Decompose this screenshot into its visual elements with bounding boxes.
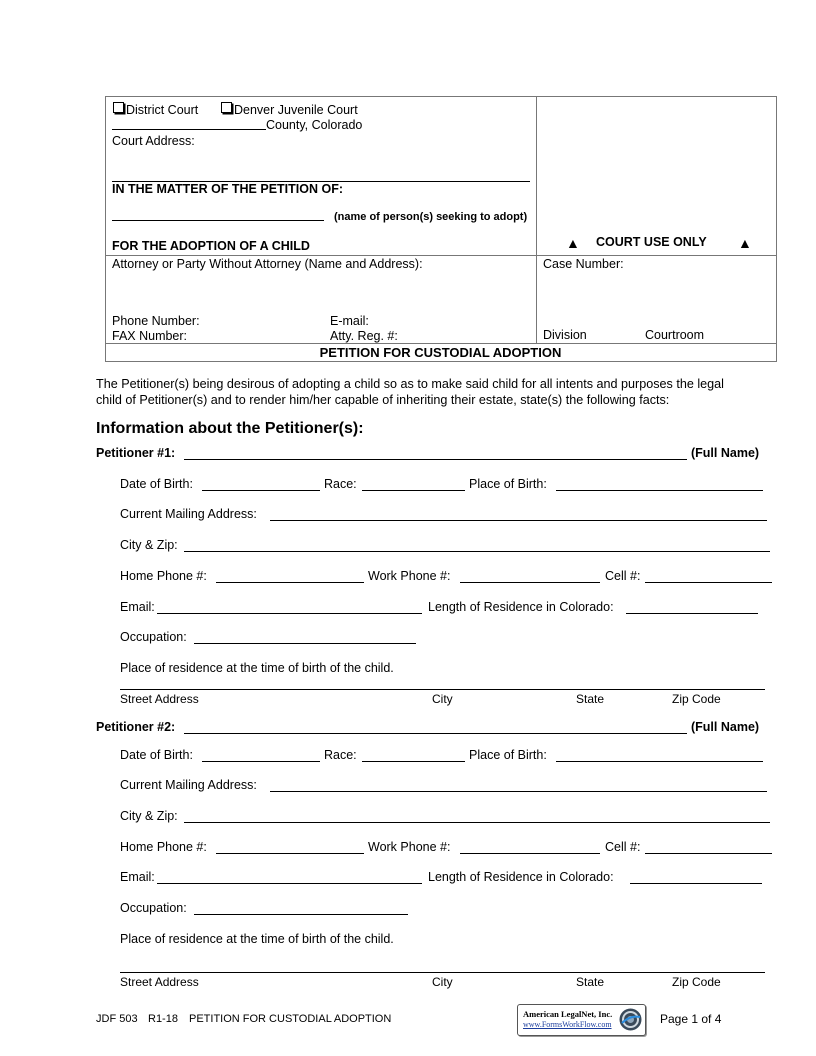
petitioner-name-line <box>112 210 527 223</box>
p2-mailing-label: Current Mailing Address: <box>120 778 257 792</box>
county-blank[interactable] <box>112 119 266 130</box>
petitioner-1-name-field[interactable] <box>184 459 687 460</box>
juvenile-court-label: Denver Juvenile Court <box>234 103 358 117</box>
globe-icon <box>618 1007 643 1032</box>
p1-cell-field[interactable] <box>645 582 772 583</box>
p2-cell-field[interactable] <box>645 853 772 854</box>
p1-race-label: Race: <box>324 477 357 491</box>
division-label: Division <box>543 328 587 342</box>
adoption-heading: FOR THE ADOPTION OF A CHILD <box>112 239 310 253</box>
p1-cityzip-label: City & Zip: <box>120 538 178 552</box>
p2-state-label: State <box>576 975 605 989</box>
p1-email-label: Email: <box>120 600 155 614</box>
p1-workphone-field[interactable] <box>460 582 600 583</box>
p1-workphone-label: Work Phone #: <box>368 569 451 583</box>
p2-workphone-label: Work Phone #: <box>368 840 451 854</box>
p2-homephone-label: Home Phone #: <box>120 840 207 854</box>
court-checkbox-juvenile[interactable] <box>221 102 358 117</box>
triangle-left-icon: ▲ <box>566 235 580 251</box>
p2-email-field[interactable] <box>157 883 422 884</box>
p2-zip-label: Zip Code <box>672 975 721 989</box>
petitioner-1-full-name-note: (Full Name) <box>691 446 760 460</box>
seeking-note: (name of person(s) seeking to adopt) <box>334 211 528 223</box>
p2-dob-field[interactable] <box>202 761 320 762</box>
p2-occupation-label: Occupation: <box>120 901 187 915</box>
logo-company: American LegalNet, Inc. <box>523 1009 613 1019</box>
p1-occupation-label: Occupation: <box>120 630 187 644</box>
footer-page-number: Page 1 of 4 <box>660 1012 722 1026</box>
section-title: Information about the Petitioner(s): <box>96 420 364 437</box>
attorney-label: Attorney or Party Without Attorney (Name and Address): <box>112 257 423 271</box>
legalnet-logo[interactable] <box>517 1004 646 1036</box>
p2-pob-label: Place of Birth: <box>469 748 547 762</box>
p2-residence-label: Length of Residence in Colorado: <box>428 870 614 884</box>
petitioner-name-blank[interactable] <box>112 210 324 221</box>
fax-label: FAX Number: <box>112 329 188 343</box>
title-row-line <box>105 343 776 344</box>
phone-label: Phone Number: <box>112 314 200 328</box>
p2-workphone-field[interactable] <box>460 853 600 854</box>
p1-place-res-label: Place of residence at the time of birth of the child. <box>120 661 394 675</box>
petitioner-2-label: Petitioner #2: <box>96 720 176 734</box>
county-line <box>112 119 362 132</box>
atty-reg-label: Atty. Reg. #: <box>330 329 398 343</box>
p1-mailing-field[interactable] <box>270 520 767 521</box>
p2-cityzip-label: City & Zip: <box>120 809 178 823</box>
petitioner-1-label: Petitioner #1: <box>96 446 176 460</box>
p2-email-label: Email: <box>120 870 155 884</box>
p2-race-label: Race: <box>324 748 357 762</box>
matter-heading: IN THE MATTER OF THE PETITION OF: <box>112 182 344 196</box>
p2-place-res-label: Place of residence at the time of birth of the child. <box>120 932 394 946</box>
logo-url: www.FormsWorkFlow.com <box>523 1020 612 1029</box>
p1-state-label: State <box>576 692 605 706</box>
p2-race-field[interactable] <box>362 761 465 762</box>
p2-street-label: Street Address <box>120 975 199 989</box>
p2-residence-field[interactable] <box>630 883 762 884</box>
p2-mailing-field[interactable] <box>270 791 767 792</box>
p1-dob-field[interactable] <box>202 490 320 491</box>
p1-pob-label: Place of Birth: <box>469 477 547 491</box>
footer-form-id: JDF 503 <box>96 1013 138 1025</box>
p1-occupation-field[interactable] <box>194 643 416 644</box>
p2-city-label: City <box>432 975 453 989</box>
p1-dob-label: Date of Birth: <box>120 477 193 491</box>
footer-revision: R1-18 <box>148 1013 178 1025</box>
p1-mailing-label: Current Mailing Address: <box>120 507 257 521</box>
caption-box <box>105 96 777 362</box>
court-address-label: Court Address: <box>112 134 195 148</box>
p1-homephone-label: Home Phone #: <box>120 569 207 583</box>
court-use-only: COURT USE ONLY <box>596 235 707 249</box>
case-number-label: Case Number: <box>543 257 624 271</box>
courtroom-label: Courtroom <box>645 328 705 342</box>
petitioner-2-full-name-note: (Full Name) <box>691 720 760 734</box>
p1-residence-label: Length of Residence in Colorado: <box>428 600 614 614</box>
p1-race-field[interactable] <box>362 490 465 491</box>
caption-row-line <box>105 255 776 256</box>
p1-street-label: Street Address <box>120 692 199 706</box>
p1-residence-field[interactable] <box>626 613 758 614</box>
p1-place-res-field[interactable] <box>120 689 765 690</box>
caption-divider <box>536 96 537 343</box>
p2-place-res-field[interactable] <box>120 972 765 973</box>
p2-homephone-field[interactable] <box>216 853 364 854</box>
p1-email-field[interactable] <box>157 613 422 614</box>
p1-cell-label: Cell #: <box>605 569 641 583</box>
county-suffix: County, Colorado <box>266 118 363 132</box>
p2-occupation-field[interactable] <box>194 914 408 915</box>
checkbox-icon <box>221 102 232 113</box>
p1-city-label: City <box>432 692 453 706</box>
district-court-label: District Court <box>126 103 199 117</box>
p2-cell-label: Cell #: <box>605 840 641 854</box>
petitioner-2-name-field[interactable] <box>184 733 687 734</box>
intro-line-2: child of Petitioner(s) and to render him/her capable of inheriting their estate, state(s) the following facts: <box>96 393 670 407</box>
p1-zip-label: Zip Code <box>672 692 721 706</box>
p1-homephone-field[interactable] <box>216 582 364 583</box>
p1-cityzip-field[interactable] <box>184 551 770 552</box>
form-title: PETITION FOR CUSTODIAL ADOPTION <box>319 345 562 360</box>
email-label: E-mail: <box>330 314 369 328</box>
footer-form-title: PETITION FOR CUSTODIAL ADOPTION <box>189 1013 392 1025</box>
intro-line-1: The Petitioner(s) being desirous of adopting a child so as to make said child for all intents and purposes the legal <box>96 377 724 391</box>
court-checkbox-district[interactable] <box>113 102 198 117</box>
triangle-right-icon: ▲ <box>738 235 752 251</box>
p2-dob-label: Date of Birth: <box>120 748 193 762</box>
checkbox-icon <box>113 102 124 113</box>
p2-pob-field[interactable] <box>556 761 763 762</box>
p2-cityzip-field[interactable] <box>184 822 770 823</box>
p1-pob-field[interactable] <box>556 490 763 491</box>
